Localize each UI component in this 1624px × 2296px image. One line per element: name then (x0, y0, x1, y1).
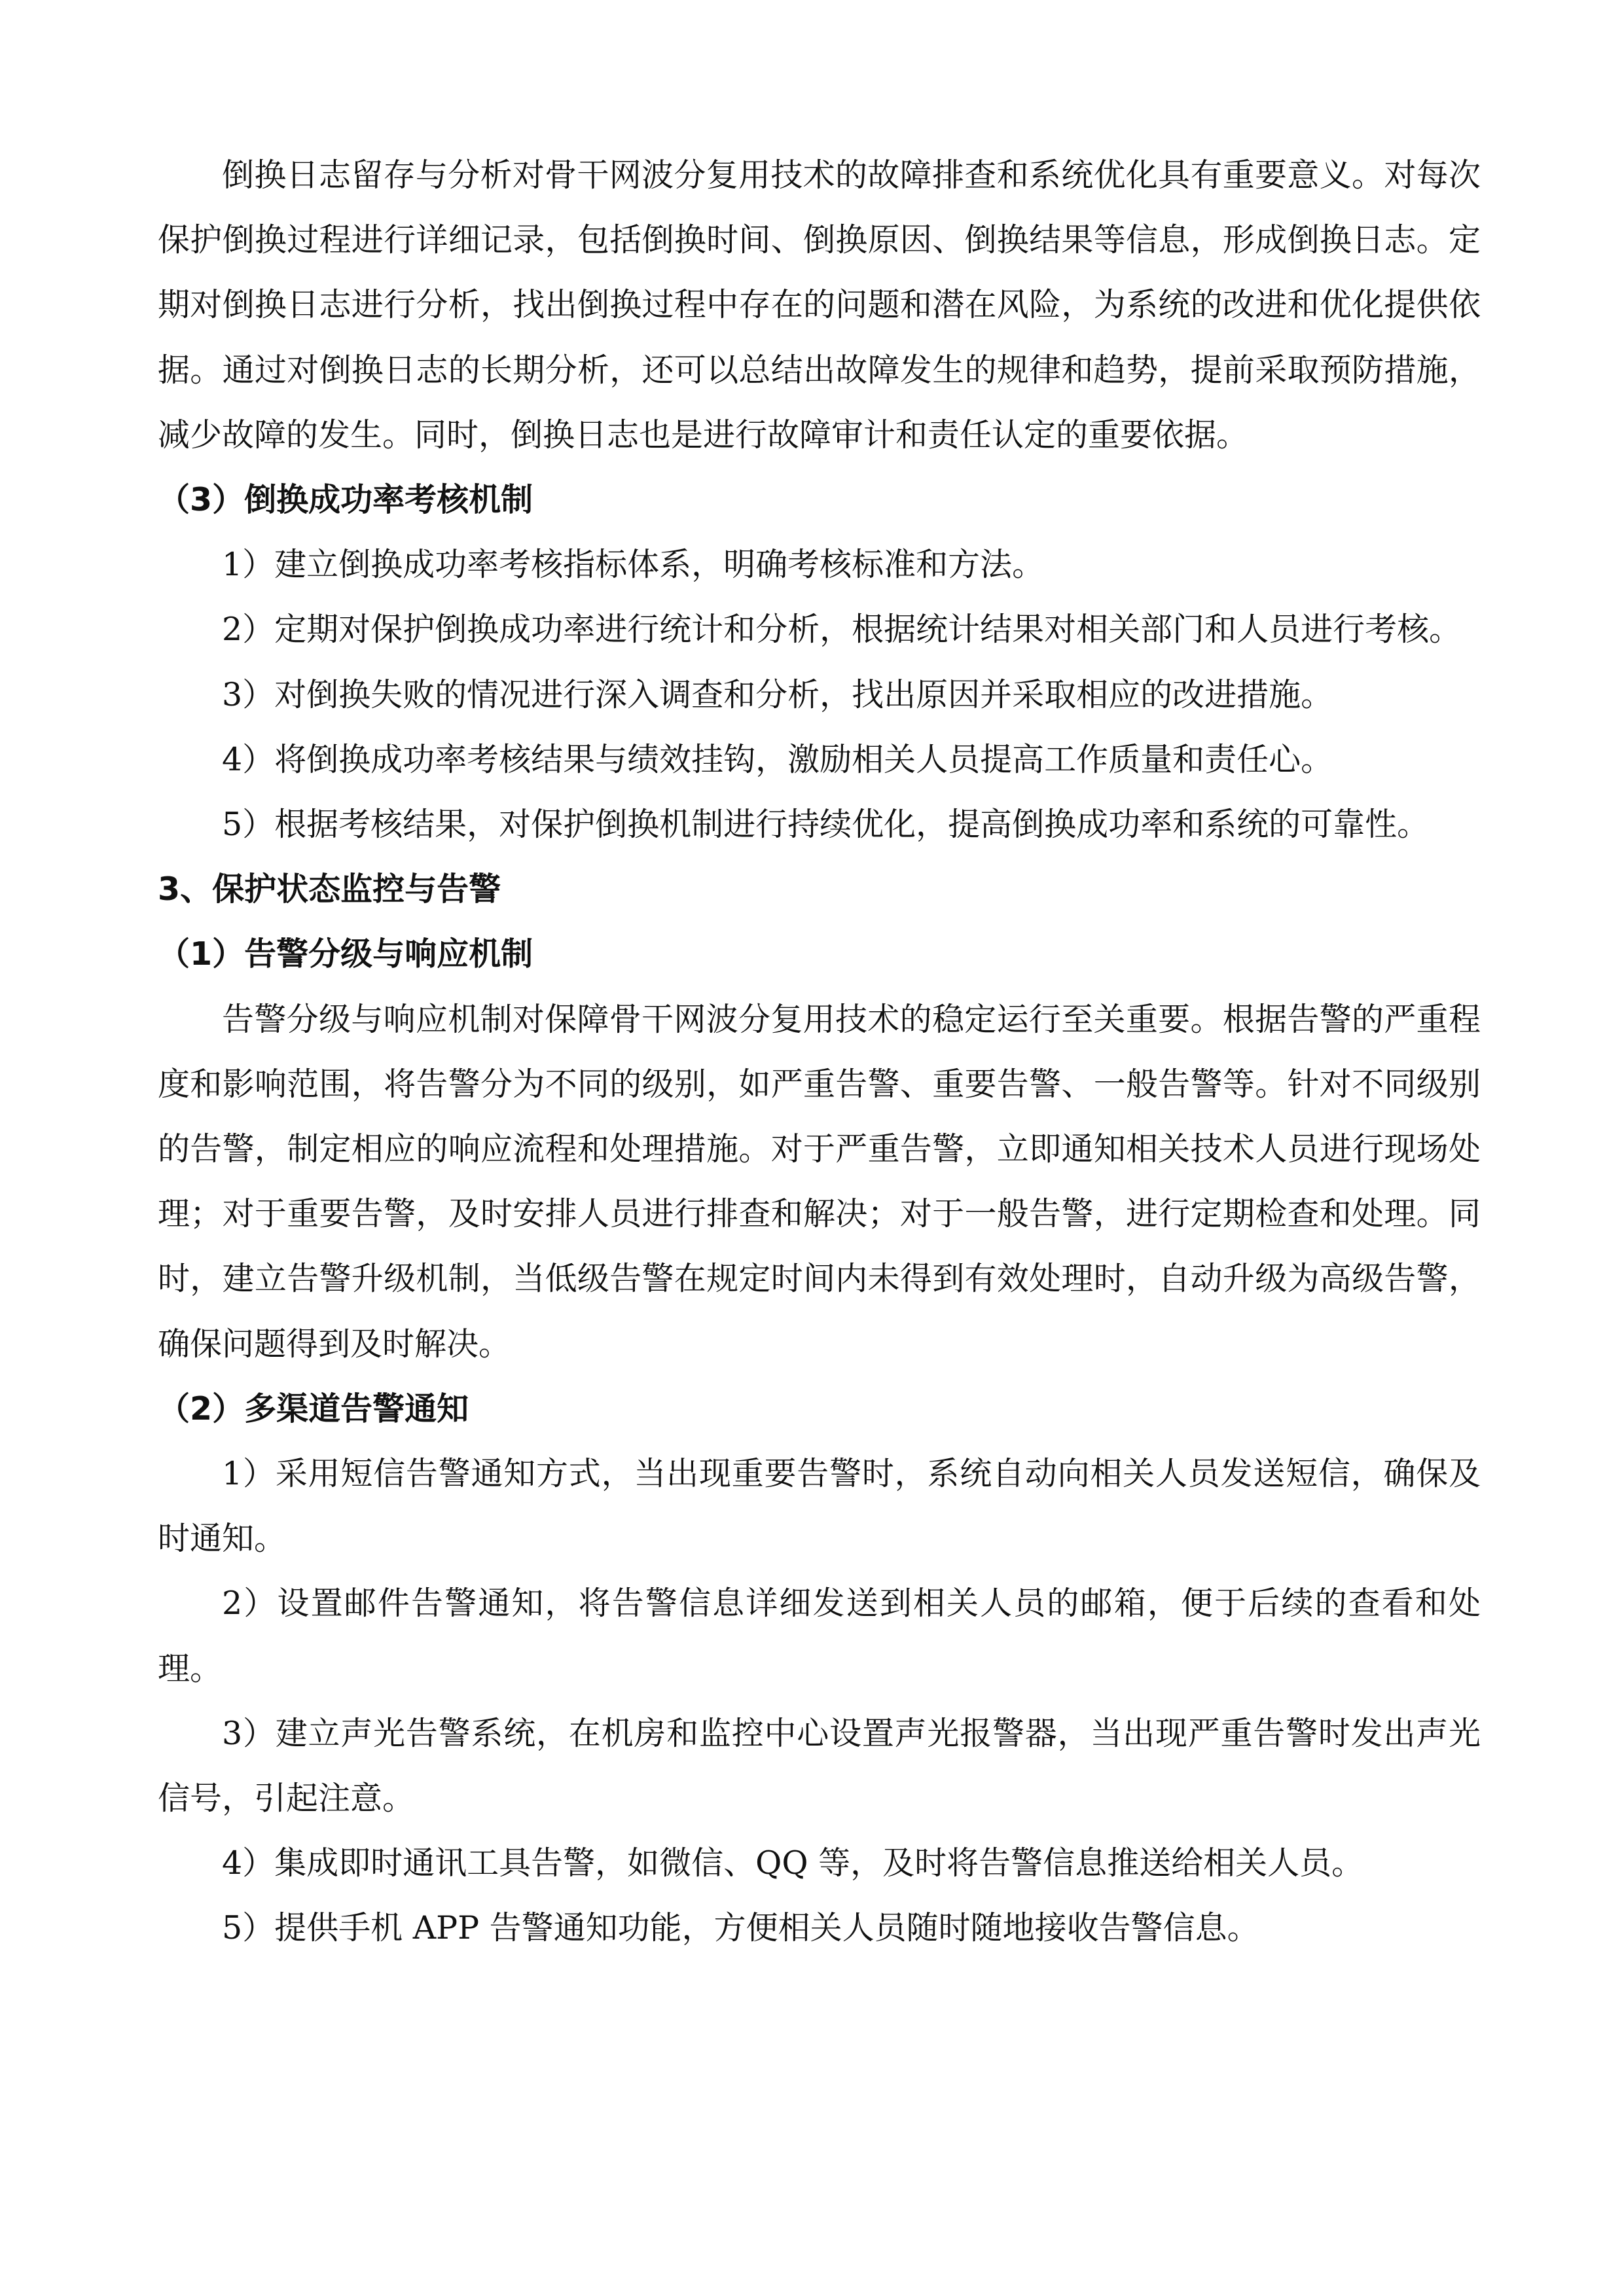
list-item: 2）定期对保护倒换成功率进行统计和分析，根据统计结果对相关部门和人员进行考核。 (222, 611, 1462, 649)
list-item: 4）将倒换成功率考核结果与绩效挂钩，激励相关人员提高工作质量和责任心。 (222, 740, 1333, 778)
list-item: 5）提供手机 APP 告警通知功能，方便相关人员随时随地接收告警信息。 (222, 1909, 1259, 1947)
list-item: 2）设置邮件告警通知，将告警信息详细发送到相关人员的邮箱，便于后续的查看和处理。 (158, 1585, 1481, 1687)
heading-multichannel-alarm: （2）多渠道告警通知 (158, 1390, 469, 1427)
list-item: 1）采用短信告警通知方式，当出现重要告警时，系统自动向相关人员发送短信，确保及时通知。 (158, 1455, 1481, 1558)
paragraph-switch-log: 倒换日志留存与分析对骨干网波分复用技术的故障排查和系统优化具有重要意义。对每次保护倒换过程进行详细记录，包括倒换时间、倒换原因、倒换结果等信息，形成倒换日志。定期对倒换日志进行分析，找出倒换过程中存在的问题和潜在风险，为系统的改进和优化提供依据。通过对倒换日志的长期分析，还可以总结出故障发生的规律和趋势，提前采取预防措施，减少故障的发生。同时，倒换日志也是进行故障审计和责任认定的重要依据。 (158, 156, 1481, 454)
heading-alarm-levels: （1）告警分级与响应机制 (158, 935, 533, 973)
list-item: 3）建立声光告警系统，在机房和监控中心设置声光报警器，当出现严重告警时发出声光信号，引起注意。 (158, 1714, 1481, 1818)
list-item: 4）集成即时通讯工具告警，如微信、QQ 等，及时将告警信息推送给相关人员。 (222, 1844, 1364, 1882)
heading-switch-success-rate: （3）倒换成功率考核机制 (158, 481, 533, 519)
document-page (158, 143, 1481, 1961)
list-item: 3）对倒换失败的情况进行深入调查和分析，找出原因并采取相应的改进措施。 (222, 675, 1333, 713)
heading-protection-monitoring: 3、保护状态监控与告警 (158, 870, 501, 908)
paragraph-alarm-levels: 告警分级与响应机制对保障骨干网波分复用技术的稳定运行至关重要。根据告警的严重程度和影响范围，将告警分为不同的级别，如严重告警、重要告警、一般告警等。针对不同级别的告警，制定相应的响应流程和处理措施。对于严重告警，立即通知相关技术人员进行现场处理；对于重要告警，及时安排人员进行排查和解决；对于一般告警，进行定期检查和处理。同时，建立告警升级机制，当低级告警在规定时间内未得到有效处理时，自动升级为高级告警，确保问题得到及时解决。 (158, 1000, 1481, 1363)
list-item: 5）根据考核结果，对保护倒换机制进行持续优化，提高倒换成功率和系统的可靠性。 (222, 806, 1430, 844)
list-item: 1）建立倒换成功率考核指标体系，明确考核标准和方法。 (222, 546, 1045, 584)
